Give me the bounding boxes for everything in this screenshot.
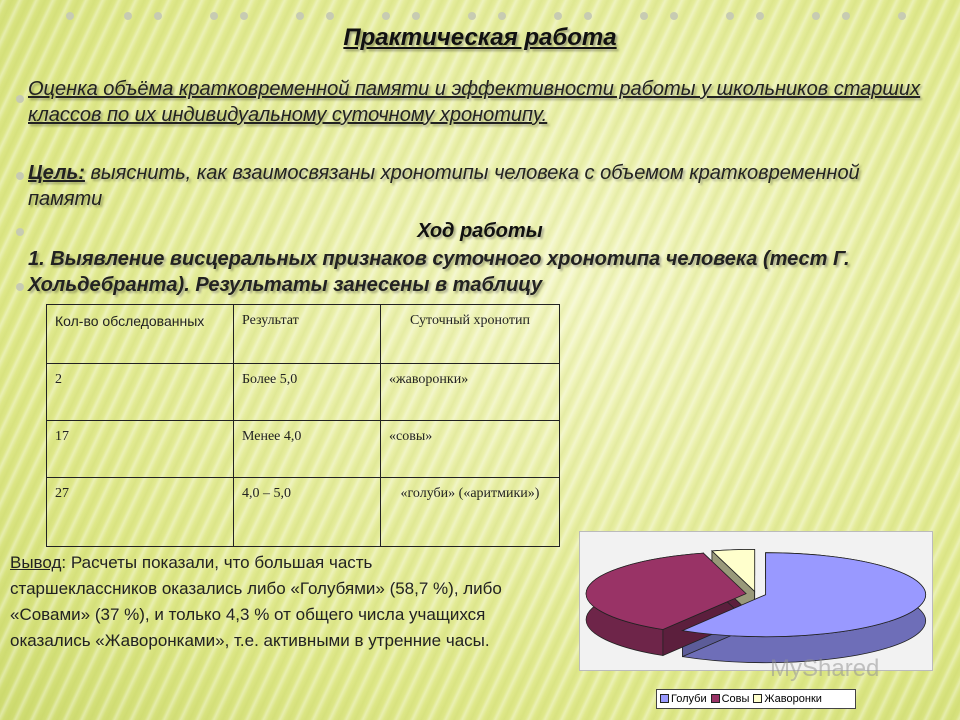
legend-label: Жаворонки bbox=[764, 693, 822, 705]
goal-label: Цель: bbox=[28, 162, 85, 184]
conclusion-label: Вывод bbox=[10, 553, 62, 572]
pie-chart-svg bbox=[580, 532, 932, 670]
legend-label: Совы bbox=[721, 693, 750, 705]
conclusion-text: : Расчеты показали, что большая часть старшеклассников оказались либо «Голубями» (58,7 %), либо «Совами» (37 %), и только 4,3 % от общего числа учащихся оказались «Жаворонками», т.е. активными в утренние часы. bbox=[10, 553, 502, 650]
page-title: Практическая работа bbox=[343, 24, 617, 51]
decorative-dots bbox=[14, 12, 944, 22]
conclusion-paragraph bbox=[10, 550, 510, 654]
goal-paragraph bbox=[28, 160, 928, 212]
legend-item bbox=[660, 693, 707, 705]
table-cell: «голуби» («аритмики») bbox=[381, 478, 560, 547]
chart-legend bbox=[656, 689, 856, 709]
legend-label: Голуби bbox=[671, 693, 707, 705]
table-cell: 4,0 – 5,0 bbox=[234, 478, 381, 547]
legend-item bbox=[753, 693, 822, 705]
step-1-text: 1. Выявление висцеральных признаков суточного хронотипа человека (тест Г. Хольдебранта). Результаты занесены в таблицу bbox=[28, 248, 850, 296]
table-cell: 17 bbox=[47, 421, 234, 478]
table-cell: «совы» bbox=[381, 421, 560, 478]
progress-heading: Ход работы bbox=[417, 220, 543, 242]
table-cell: Более 5,0 bbox=[234, 364, 381, 421]
watermark-text: MyShared bbox=[770, 655, 880, 682]
legend-swatch bbox=[660, 694, 669, 703]
table-cell: Менее 4,0 bbox=[234, 421, 381, 478]
table-header: Результат bbox=[234, 305, 381, 364]
legend-swatch bbox=[711, 694, 720, 703]
goal-text: выяснить, как взаимосвязаны хронотипы человека с объемом кратковременной памяти bbox=[28, 162, 860, 210]
bullet-icon bbox=[16, 172, 24, 180]
table-header: Кол-во обследованных bbox=[47, 305, 234, 364]
table-cell: 27 bbox=[47, 478, 234, 547]
results-table bbox=[46, 304, 560, 547]
table-cell: «жаворонки» bbox=[381, 364, 560, 421]
table-cell: 2 bbox=[47, 364, 234, 421]
bullet-icon bbox=[16, 228, 24, 236]
bullet-icon bbox=[16, 283, 24, 291]
legend-item bbox=[711, 693, 750, 705]
table-header: Суточный хронотип bbox=[381, 305, 560, 364]
topic-text: Оценка объёма кратковременной памяти и эффективности работы у школьников старших классов по их индивидуальному суточному хронотипу. bbox=[28, 78, 921, 126]
legend-swatch bbox=[753, 694, 762, 703]
bullet-icon bbox=[16, 95, 24, 103]
table-row bbox=[47, 421, 560, 478]
pie-chart bbox=[579, 531, 933, 671]
table-row bbox=[47, 478, 560, 547]
table-row bbox=[47, 364, 560, 421]
